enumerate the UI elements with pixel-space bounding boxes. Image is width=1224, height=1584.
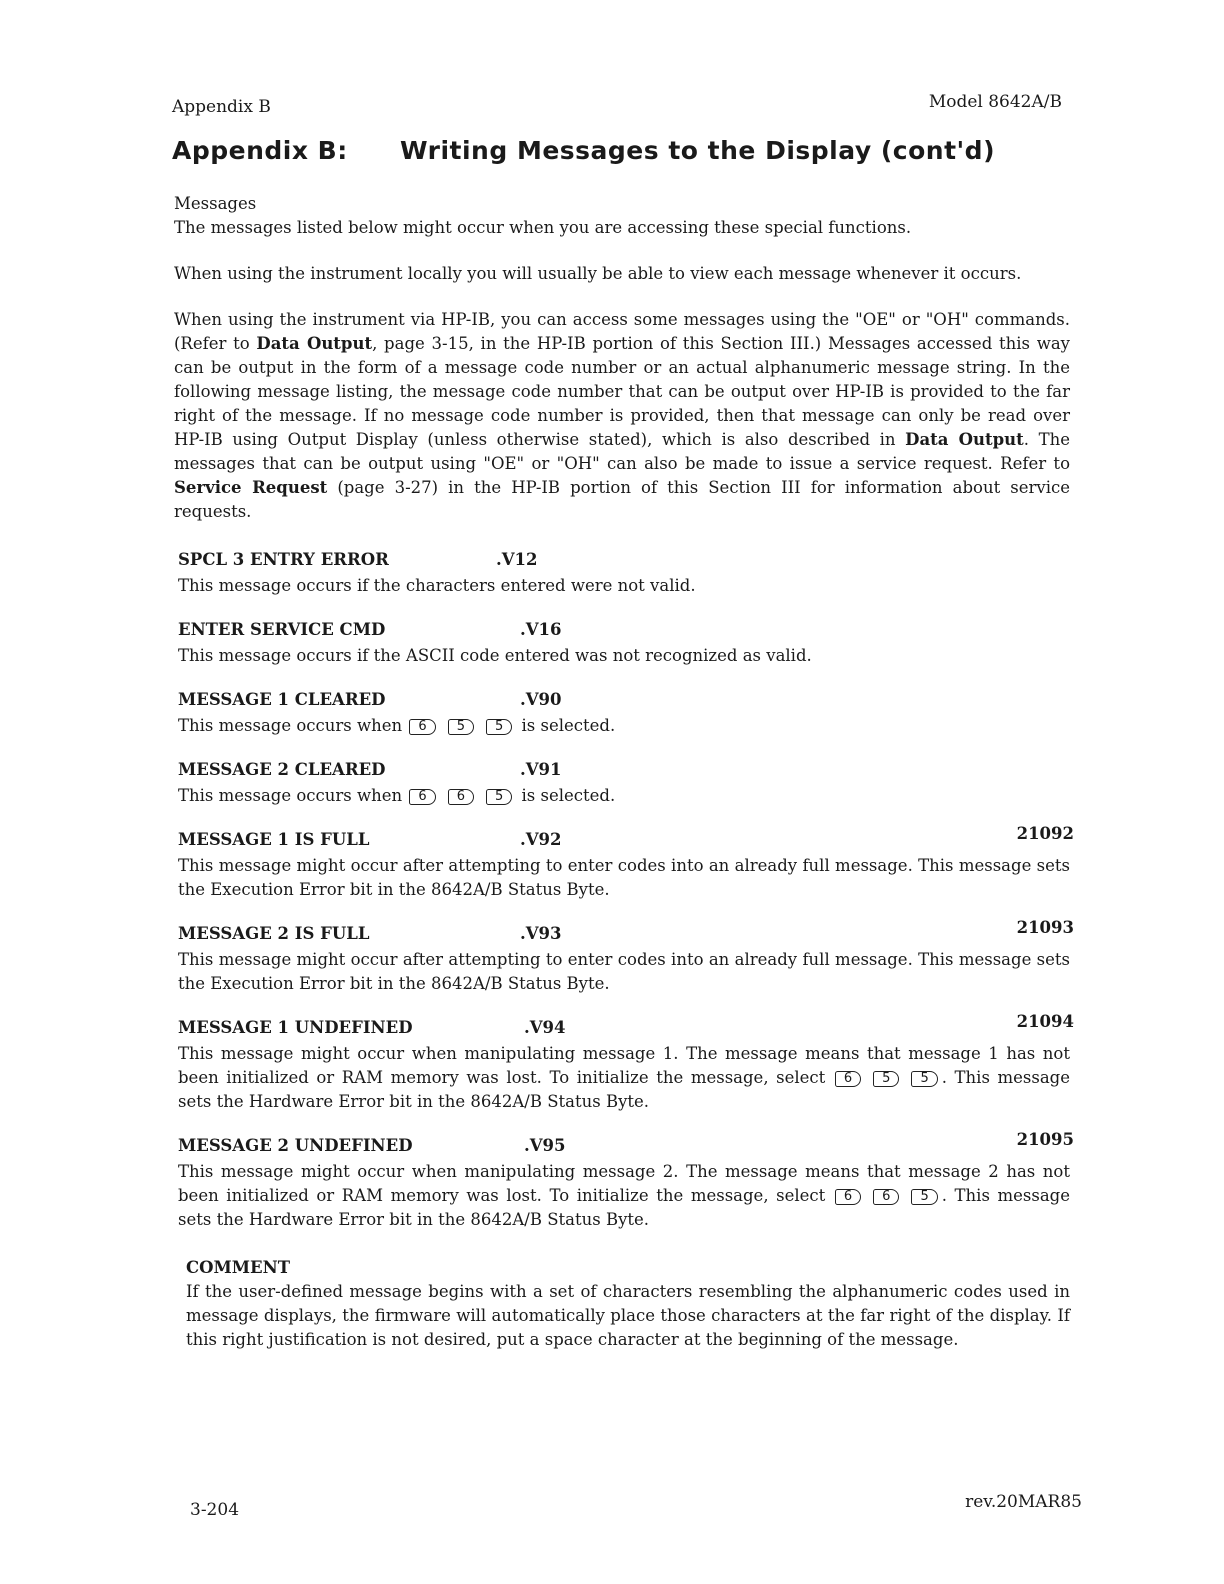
message-name: MESSAGE 2 UNDEFINED — [178, 1136, 413, 1155]
message-entry — [174, 918, 1074, 996]
title-text: Writing Messages to the Display (cont'd) — [400, 136, 995, 165]
bold-term-data-output: Data Output — [905, 430, 1024, 449]
message-entry — [174, 548, 1070, 598]
message-description: This message occurs when 6 6 5 is selected. — [178, 786, 616, 805]
revision-date: rev.20MAR85 — [965, 1492, 1082, 1512]
message-name: MESSAGE 1 UNDEFINED — [178, 1018, 413, 1037]
key-5: 5 — [873, 1071, 899, 1087]
message-name: MESSAGE 1 IS FULL — [178, 830, 370, 849]
message-name: MESSAGE 1 CLEARED — [178, 690, 386, 709]
key-6: 6 — [835, 1189, 861, 1205]
message-code: .V92 — [520, 830, 562, 849]
body-text — [174, 192, 1074, 1352]
message-entry — [174, 758, 1070, 808]
section-heading: Messages — [174, 194, 257, 213]
message-code: .V16 — [520, 620, 562, 639]
message-code: .V95 — [524, 1136, 566, 1155]
message-description: This message occurs if the characters entered were not valid. — [178, 576, 696, 595]
message-number: 21093 — [1016, 918, 1074, 937]
bold-term-data-output: Data Output — [256, 334, 373, 353]
key-5: 5 — [486, 719, 512, 735]
message-description: This message occurs when 6 5 5 is selected. — [178, 716, 616, 735]
key-5: 5 — [486, 789, 512, 805]
message-number: 21094 — [1016, 1012, 1074, 1031]
message-entry — [174, 688, 1070, 738]
key-6: 6 — [873, 1189, 899, 1205]
running-header-left: Appendix B — [172, 97, 271, 117]
message-code: .V94 — [524, 1018, 566, 1037]
message-code: .V90 — [520, 690, 562, 709]
running-header-right: Model 8642A/B — [928, 92, 1062, 112]
message-code: .V91 — [520, 760, 562, 779]
message-code: .V93 — [520, 924, 562, 943]
message-description: This message might occur after attempting to enter codes into an already full message. This message sets the Execution Error bit in the 8642A/B Status Byte. — [178, 950, 1070, 993]
message-entry — [174, 824, 1074, 902]
message-name: MESSAGE 2 IS FULL — [178, 924, 370, 943]
key-5: 5 — [448, 719, 474, 735]
message-code: .V12 — [496, 550, 538, 569]
message-name: SPCL 3 ENTRY ERROR — [178, 550, 389, 569]
bold-term-service-request: Service Request — [174, 478, 328, 497]
message-name: MESSAGE 2 CLEARED — [178, 760, 386, 779]
message-description: This message might occur when manipulating message 1. The message means that message 1 has not been initialized or RAM memory was lost. To initialize the message, select 6 5 5 . This message sets the Hardware Error bit in the 8642A/B Status Byte. — [178, 1044, 1070, 1111]
page-number: 3-204 — [190, 1500, 240, 1520]
message-entry — [174, 1012, 1074, 1114]
page-title — [172, 136, 995, 165]
intro-paragraph-1: The messages listed below might occur when you are accessing these special functions. — [174, 218, 912, 237]
key-6: 6 — [409, 789, 435, 805]
comment-text: If the user-defined message begins with a set of characters resembling the alphanumeric codes used in message displays, the firmware will automatically place those characters at the far right of the display. If this right justification is not desired, put a space character at the beginning of the message. — [186, 1282, 1070, 1349]
comment-heading: COMMENT — [186, 1258, 290, 1277]
intro-paragraph-3: When using the instrument via HP-IB, you can access some messages using the "OE" or "OH" commands. (Refer to Data Output, page 3-15, in the HP-IB portion of this Section III.) Messages accessed this way can be output in the form of a message code number or an actual alphanumeric message string. In the following message listing, the message code number that can be output over HP-IB is provided to the far right of the message. If no message code number is provided, then that message can only be read over HP-IB using Output Display (unless otherwise stated), which is also described in Data Output. The messages that can be output using "OE" or "OH" can also be made to issue a service request. Refer to Service Request (page 3-27) in the HP-IB portion of this Section III for information about service requests. — [174, 310, 1071, 521]
key-6: 6 — [409, 719, 435, 735]
title-label: Appendix B: — [172, 136, 348, 165]
message-number: 21095 — [1016, 1130, 1074, 1149]
message-entry — [174, 1130, 1074, 1232]
message-description: This message occurs if the ASCII code entered was not recognized as valid. — [178, 646, 812, 665]
key-6: 6 — [835, 1071, 861, 1087]
message-description: This message might occur after attempting to enter codes into an already full message. This message sets the Execution Error bit in the 8642A/B Status Byte. — [178, 856, 1070, 899]
message-description: This message might occur when manipulating message 2. The message means that message 2 has not been initialized or RAM memory was lost. To initialize the message, select 6 6 5 . This message sets the Hardware Error bit in the 8642A/B Status Byte. — [178, 1162, 1070, 1229]
key-5: 5 — [911, 1071, 937, 1087]
intro-paragraph-2: When using the instrument locally you will usually be able to view each message whenever it occurs. — [174, 264, 1022, 283]
message-entry — [174, 618, 1070, 668]
message-name: ENTER SERVICE CMD — [178, 620, 386, 639]
key-5: 5 — [911, 1189, 937, 1205]
message-number: 21092 — [1016, 824, 1074, 843]
key-6: 6 — [448, 789, 474, 805]
